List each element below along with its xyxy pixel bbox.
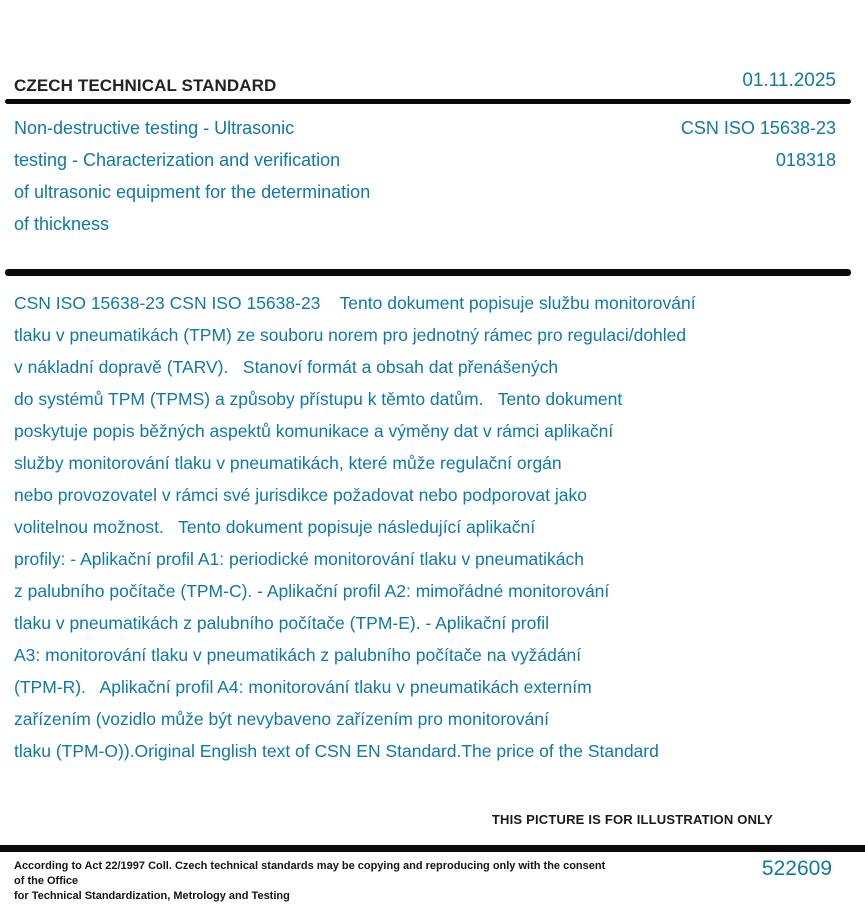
abstract-text bbox=[14, 287, 854, 767]
title-line: of ultrasonic equipment for the determination bbox=[14, 182, 371, 202]
document-type-label: CZECH TECHNICAL STANDARD bbox=[14, 76, 277, 95]
abstract-line: profily: - Aplikační profil A1: periodické monitorování tlaku v pneumatikách bbox=[14, 549, 585, 569]
header-divider-rule bbox=[5, 99, 851, 104]
standard-code: CSN ISO 15638-23 bbox=[680, 118, 836, 138]
order-number: 522609 bbox=[761, 857, 832, 880]
legal-line: for Technical Standardization, Metrology and Testing bbox=[14, 890, 290, 902]
abstract-line: do systémů TPM (TPMS) a způsoby přístupu k těmto datům. Tento dokument bbox=[14, 389, 623, 409]
abstract-line: poskytuje popis běžných aspektů komunikace a výměny dat v rámci aplikační bbox=[14, 421, 614, 441]
title-line: of thickness bbox=[14, 214, 110, 234]
abstract-line: (TPM-R). Aplikační profil A4: monitorování tlaku v pneumatikách externím bbox=[14, 677, 592, 697]
abstract-line: z palubního počítače (TPM-C). - Aplikační profil A2: mimořádné monitorování bbox=[14, 581, 610, 601]
abstract-line: v nákladní dopravě (TARV). Stanoví formát a obsah dat přenášených bbox=[14, 357, 559, 377]
abstract-line: volitelnou možnost. Tento dokument popisuje následující aplikační bbox=[14, 517, 536, 537]
classification-number: 018318 bbox=[775, 150, 836, 170]
legal-line: According to Act 22/1997 Coll. Czech technical standards may be copying and reproducing only with the consent of the Office bbox=[14, 860, 606, 887]
abstract-line: CSN ISO 15638-23 CSN ISO 15638-23 Tento dokument popisuje službu monitorování bbox=[14, 293, 696, 313]
abstract-line: služby monitorování tlaku v pneumatikách, které může regulační orgán bbox=[14, 453, 562, 473]
footer-divider-rule bbox=[0, 845, 865, 852]
title-line: testing - Characterization and verification bbox=[14, 150, 341, 170]
standard-title bbox=[14, 112, 370, 240]
illustration-only-notice: THIS PICTURE IS FOR ILLUSTRATION ONLY bbox=[491, 812, 773, 827]
abstract-line: zařízením (vozidlo může být nevybaveno zařízením pro monitorování bbox=[14, 709, 549, 729]
abstract-line: tlaku v pneumatikách (TPM) ze souboru norem pro jednotný rámec pro regulaci/dohled bbox=[14, 325, 687, 345]
standard-identifiers bbox=[681, 112, 836, 176]
copyright-legal-text bbox=[14, 859, 614, 904]
abstract-line: A3: monitorování tlaku v pneumatikách z palubního počítače na vyžádání bbox=[14, 645, 582, 665]
title-line: Non-destructive testing - Ultrasonic bbox=[14, 118, 295, 138]
abstract-line: tlaku (TPM-O)).Original English text of CSN EN Standard.The price of the Standard bbox=[14, 741, 659, 761]
title-divider-rule bbox=[5, 269, 851, 276]
abstract-line: tlaku v pneumatikách z palubního počítače (TPM-E). - Aplikační profil bbox=[14, 613, 549, 633]
abstract-line: nebo provozovatel v rámci své jurisdikce požadovat nebo podporovat jako bbox=[14, 485, 587, 505]
issue-date: 01.11.2025 bbox=[742, 70, 836, 91]
